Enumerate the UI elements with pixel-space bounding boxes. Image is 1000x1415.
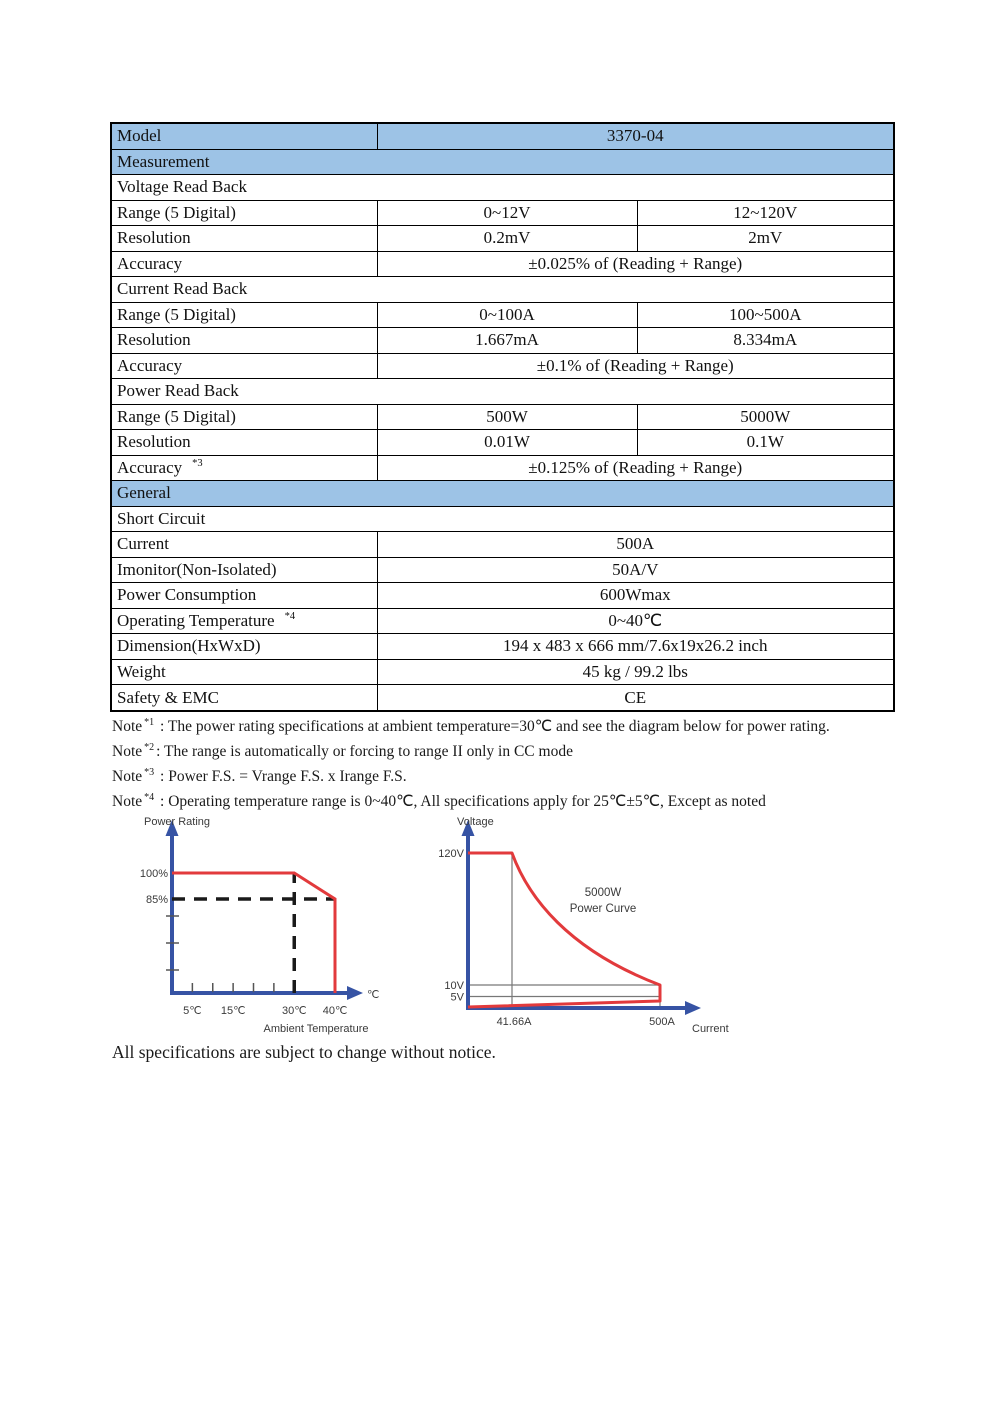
spec-value-cell: 0.01W [377, 430, 637, 456]
spec-row [111, 379, 894, 405]
spec-label-cell: Safety & EMC [111, 685, 377, 711]
spec-row [111, 328, 894, 354]
section-header-cell: Power Read Back [111, 379, 894, 405]
spec-row [111, 200, 894, 226]
spec-row [111, 481, 894, 507]
curve-annotation: 5000W [584, 887, 622, 899]
spec-value-cell: 100~500A [637, 302, 894, 328]
spec-value-cell: ±0.1% of (Reading + Range) [377, 353, 894, 379]
derating-svg [120, 812, 420, 1044]
spec-value-cell: CE [377, 685, 894, 711]
power-curve-chart [430, 812, 750, 1044]
footnote-marker: *2 [144, 741, 155, 753]
x-axis-arrow [685, 1001, 701, 1015]
spec-row [111, 277, 894, 303]
spec-value-cell: 0~100A [377, 302, 637, 328]
spec-label-cell: Imonitor(Non-Isolated) [111, 557, 377, 583]
x-tick-label: 5℃ [183, 1005, 202, 1017]
footer-note: All specifications are subject to change without notice. [112, 1042, 496, 1062]
spec-value-cell: 8.334mA [637, 328, 894, 354]
spec-label-cell: Current [111, 532, 377, 558]
section-header-cell: Short Circuit [111, 506, 894, 532]
spec-value-cell: 0~40℃ [377, 608, 894, 634]
footnote-marker: *4 [144, 791, 155, 803]
x-tick-label: 41.66A [496, 1016, 532, 1028]
x-tick-label: 15℃ [220, 1005, 246, 1017]
spec-label-cell: Power Consumption [111, 583, 377, 609]
power-curve-svg [430, 812, 750, 1044]
spec-label-cell: Range (5 Digital) [111, 200, 377, 226]
spec-value-cell: 2mV [637, 226, 894, 252]
x-axis-title: Ambient Temperature [263, 1023, 369, 1035]
spec-label-cell: Resolution [111, 328, 377, 354]
power-curve-line [468, 853, 660, 1007]
spec-label-cell: Range (5 Digital) [111, 302, 377, 328]
spec-row [111, 226, 894, 252]
spec-row [111, 685, 894, 711]
spec-table [110, 122, 895, 712]
spec-row [111, 123, 894, 149]
curve-annotation: Power Curve [569, 903, 637, 915]
spec-label-cell: Model [111, 123, 377, 149]
spec-value-cell: ±0.025% of (Reading + Range) [377, 251, 894, 277]
section-header-cell: Current Read Back [111, 277, 894, 303]
y-tick-label: 120V [438, 848, 464, 860]
y-tick-label: 100% [139, 868, 168, 880]
footnote-marker: *4 [284, 611, 296, 623]
spec-label-cell: Range (5 Digital) [111, 404, 377, 430]
spec-value-cell: 3370-04 [377, 123, 894, 149]
spec-row [111, 583, 894, 609]
spec-value-cell: 5000W [637, 404, 894, 430]
y-tick-label: 10V [444, 980, 464, 992]
spec-value-cell: 500W [377, 404, 637, 430]
derating-line [172, 873, 335, 993]
footnote-marker: *3 [144, 766, 155, 778]
spec-value-cell: 0.1W [637, 430, 894, 456]
spec-row [111, 506, 894, 532]
spec-row [111, 353, 894, 379]
spec-label-cell: Accuracy [111, 251, 377, 277]
section-header-cell: Measurement [111, 149, 894, 175]
spec-value-cell: 500A [377, 532, 894, 558]
footnote-marker: *1 [144, 716, 155, 728]
spec-label-cell: Dimension(HxWxD) [111, 634, 377, 660]
spec-row [111, 404, 894, 430]
spec-value-cell: 600Wmax [377, 583, 894, 609]
chart-title: Power Rating [144, 816, 211, 828]
x-tick-label: 500A [649, 1016, 675, 1028]
spec-value-cell: 0~12V [377, 200, 637, 226]
spec-row [111, 455, 894, 481]
spec-value-cell: 0.2mV [377, 226, 637, 252]
y-tick-label: 5V [450, 991, 464, 1004]
spec-value-cell: ±0.125% of (Reading + Range) [377, 455, 894, 481]
x-axis-arrow [347, 986, 363, 1000]
spec-label-cell: Accuracy $^{*3}$ [111, 455, 377, 481]
note-line: Note $^{*2}$ : The range is automatically or forcing to range II only in CC mode [112, 741, 573, 760]
y-tick-label: 85% [145, 894, 168, 906]
spec-row [111, 430, 894, 456]
spec-label-cell: Operating Temperature $^{*4}$ [111, 608, 377, 634]
spec-row [111, 175, 894, 201]
spec-row [111, 557, 894, 583]
x-axis-title: Current [692, 1023, 729, 1035]
spec-label-cell: Accuracy [111, 353, 377, 379]
spec-value-cell: 45 kg / 99.2 lbs [377, 659, 894, 685]
spec-value-cell: 194 x 483 x 666 mm/7.6x19x26.2 inch [377, 634, 894, 660]
spec-row [111, 659, 894, 685]
spec-value-cell: 1.667mA [377, 328, 637, 354]
spec-row [111, 608, 894, 634]
spec-row [111, 634, 894, 660]
spec-label-cell: Resolution [111, 226, 377, 252]
chart-title: Voltage [457, 816, 494, 828]
spec-value-cell: 50A/V [377, 557, 894, 583]
footnote-marker: *3 [192, 458, 203, 470]
x-tick-label: 40℃ [322, 1005, 348, 1017]
footnotes [112, 714, 830, 814]
spec-label-cell: Resolution [111, 430, 377, 456]
spec-row [111, 532, 894, 558]
note-line: Note $^{*1}$ : The power rating specifications at ambient temperature=30℃ and see the diagram below for power rating. [112, 716, 830, 735]
power-rating-chart [120, 812, 420, 1044]
note-line: Note $^{*4}$ : Operating temperature range is 0~40℃, All specifications apply for 25℃±5℃, Except as noted [112, 791, 766, 810]
x-tick-label: 30℃ [281, 1005, 307, 1017]
note-line: Note $^{*3}$ : Power F.S. = Vrange F.S. x Irange F.S. [112, 766, 407, 785]
section-header-cell: Voltage Read Back [111, 175, 894, 201]
spec-row [111, 251, 894, 277]
spec-row [111, 302, 894, 328]
spec-row [111, 149, 894, 175]
x-axis-unit: ℃ [367, 989, 380, 1001]
spec-value-cell: 12~120V [637, 200, 894, 226]
spec-label-cell: Weight [111, 659, 377, 685]
section-header-cell: General [111, 481, 894, 507]
